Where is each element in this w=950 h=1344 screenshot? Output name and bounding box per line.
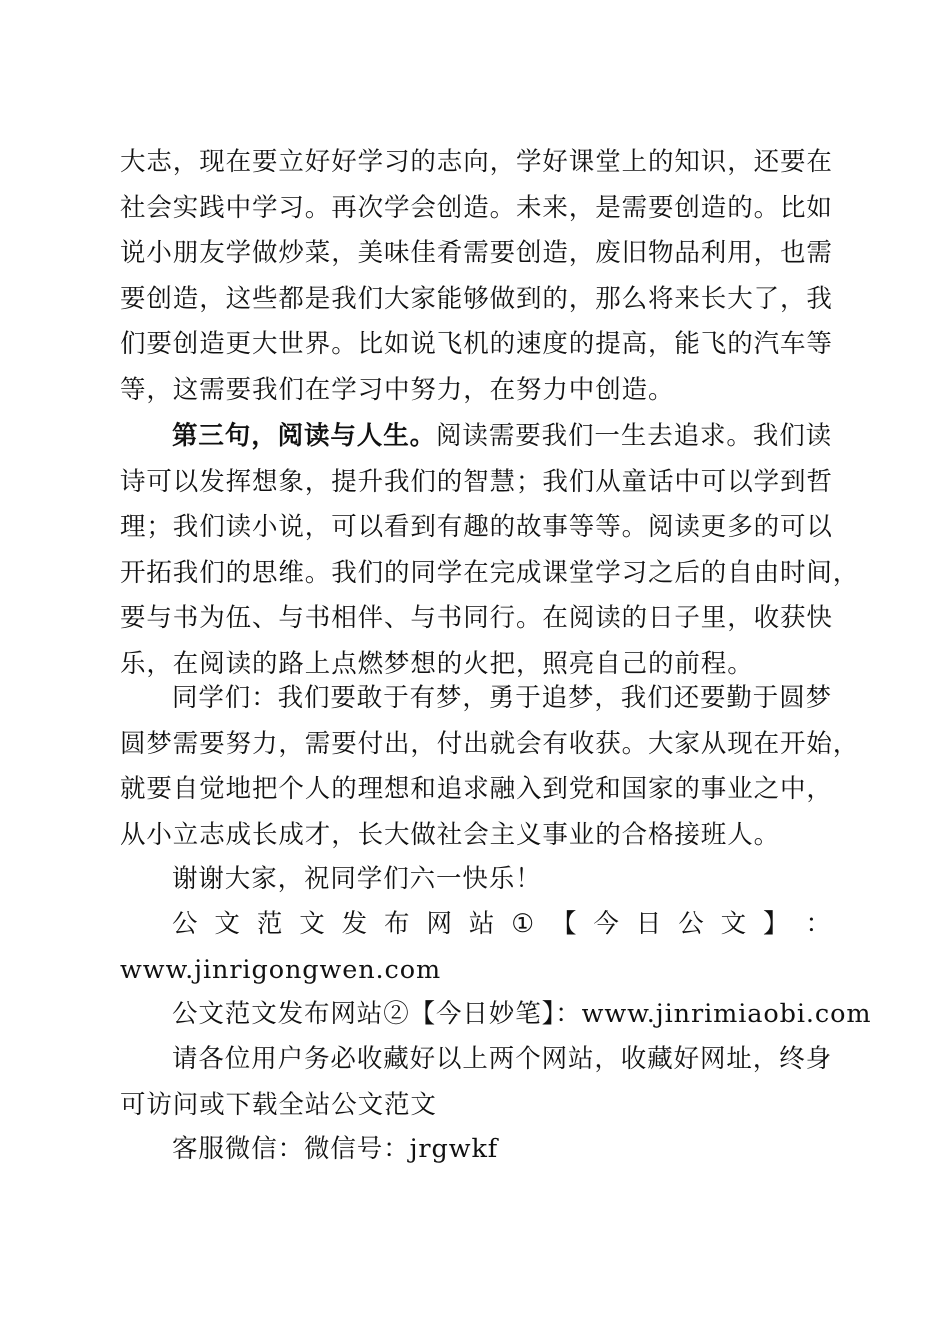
site-1-char: 【: [551, 909, 578, 939]
site-1-char: 范: [256, 909, 284, 939]
text-line: 同学们：我们要敢于有梦，勇于追梦，我们还要勤于圆梦: [172, 683, 833, 713]
text-line: 理；我们读小说，可以看到有趣的故事等等。阅读更多的可以: [120, 512, 833, 543]
site-1-char: 文: [214, 909, 241, 939]
notice-paragraph: [120, 1037, 832, 1128]
site-1-char: ：: [805, 909, 832, 939]
site-1-char: 文: [720, 909, 748, 939]
text-line: [120, 414, 832, 460]
text-line: 大志，现在要立好好学习的志向，学好课堂上的知识，还要在: [120, 147, 833, 177]
text-line: 诗可以发挥想象，提升我们的智慧；我们从童话中可以学到哲: [120, 466, 833, 497]
text-line: 从小立志成长成才，长大做社会主义事业的合格接班人。: [120, 819, 781, 850]
site-1-char: 发: [341, 909, 369, 939]
text-line: 就要自觉地把个人的理想和追求融入到党和国家的事业之中，: [120, 774, 833, 805]
site-1-char: 公: [678, 909, 705, 939]
site-1-char: 网: [426, 909, 453, 939]
text-line: 圆梦需要努力，需要付出，付出就会有收获。大家从现在开始，: [120, 728, 860, 759]
text-line: 要创造，这些都是我们大家能够做到的，那么将来长大了，我: [120, 283, 833, 314]
paragraph-3: [120, 676, 860, 858]
text-line: 们要创造更大世界。比如说飞机的速度的提高，能飞的汽车等: [120, 329, 833, 360]
closing-text: 谢谢大家，祝同学们六一快乐！: [172, 864, 542, 894]
site-1-label: [120, 902, 832, 948]
text-line: 开拓我们的思维。我们的同学在完成课堂学习之后的自由时间，: [120, 557, 860, 588]
site-1-char: 今: [593, 909, 620, 939]
site-2-text[interactable]: 公文范文发布网站②【今日妙笔】：www.jinrimiaobi.com: [172, 999, 872, 1029]
closing-paragraph: [120, 857, 832, 903]
site-1-char: ①: [511, 909, 536, 939]
site-1-char: 站: [468, 909, 496, 939]
text-line: 要与书为伍、与书相伴、与书同行。在阅读的日子里，收获快: [120, 603, 833, 634]
site-1-url[interactable]: www.jinrigongwen.com: [120, 954, 442, 985]
section-heading: 第三句，阅读与人生。: [172, 421, 437, 451]
site-1-paragraph: [120, 902, 832, 993]
site-1-char: 公: [172, 909, 199, 939]
contact-text: 客服微信：微信号：jrgwkf: [172, 1134, 499, 1164]
contact-paragraph: [120, 1127, 832, 1173]
site-1-char: 日: [635, 909, 663, 939]
text-line: 社会实践中学习。再次学会创造。未来，是需要创造的。比如: [120, 192, 833, 223]
paragraph-1: [120, 140, 832, 414]
site-1-char: 布: [384, 909, 411, 939]
site-1-char: 】: [763, 909, 790, 939]
text-line: 说小朋友学做炒菜，美味佳肴需要创造，废旧物品利用，也需: [120, 238, 833, 269]
text-run: 阅读需要我们一生去追求。我们读: [436, 421, 833, 451]
text-line: 可访问或下载全站公文范文: [120, 1089, 437, 1120]
text-line: 请各位用户务必收藏好以上两个网站，收藏好网址，终身: [172, 1044, 833, 1074]
paragraph-2: [120, 414, 860, 688]
site-2-paragraph: [120, 992, 872, 1038]
site-1-char: 文: [299, 909, 326, 939]
text-line: 乐，在阅读的路上点燃梦想的火把，照亮自己的前程。: [120, 648, 754, 679]
text-line: 等，这需要我们在学习中努力，在努力中创造。: [120, 374, 675, 405]
